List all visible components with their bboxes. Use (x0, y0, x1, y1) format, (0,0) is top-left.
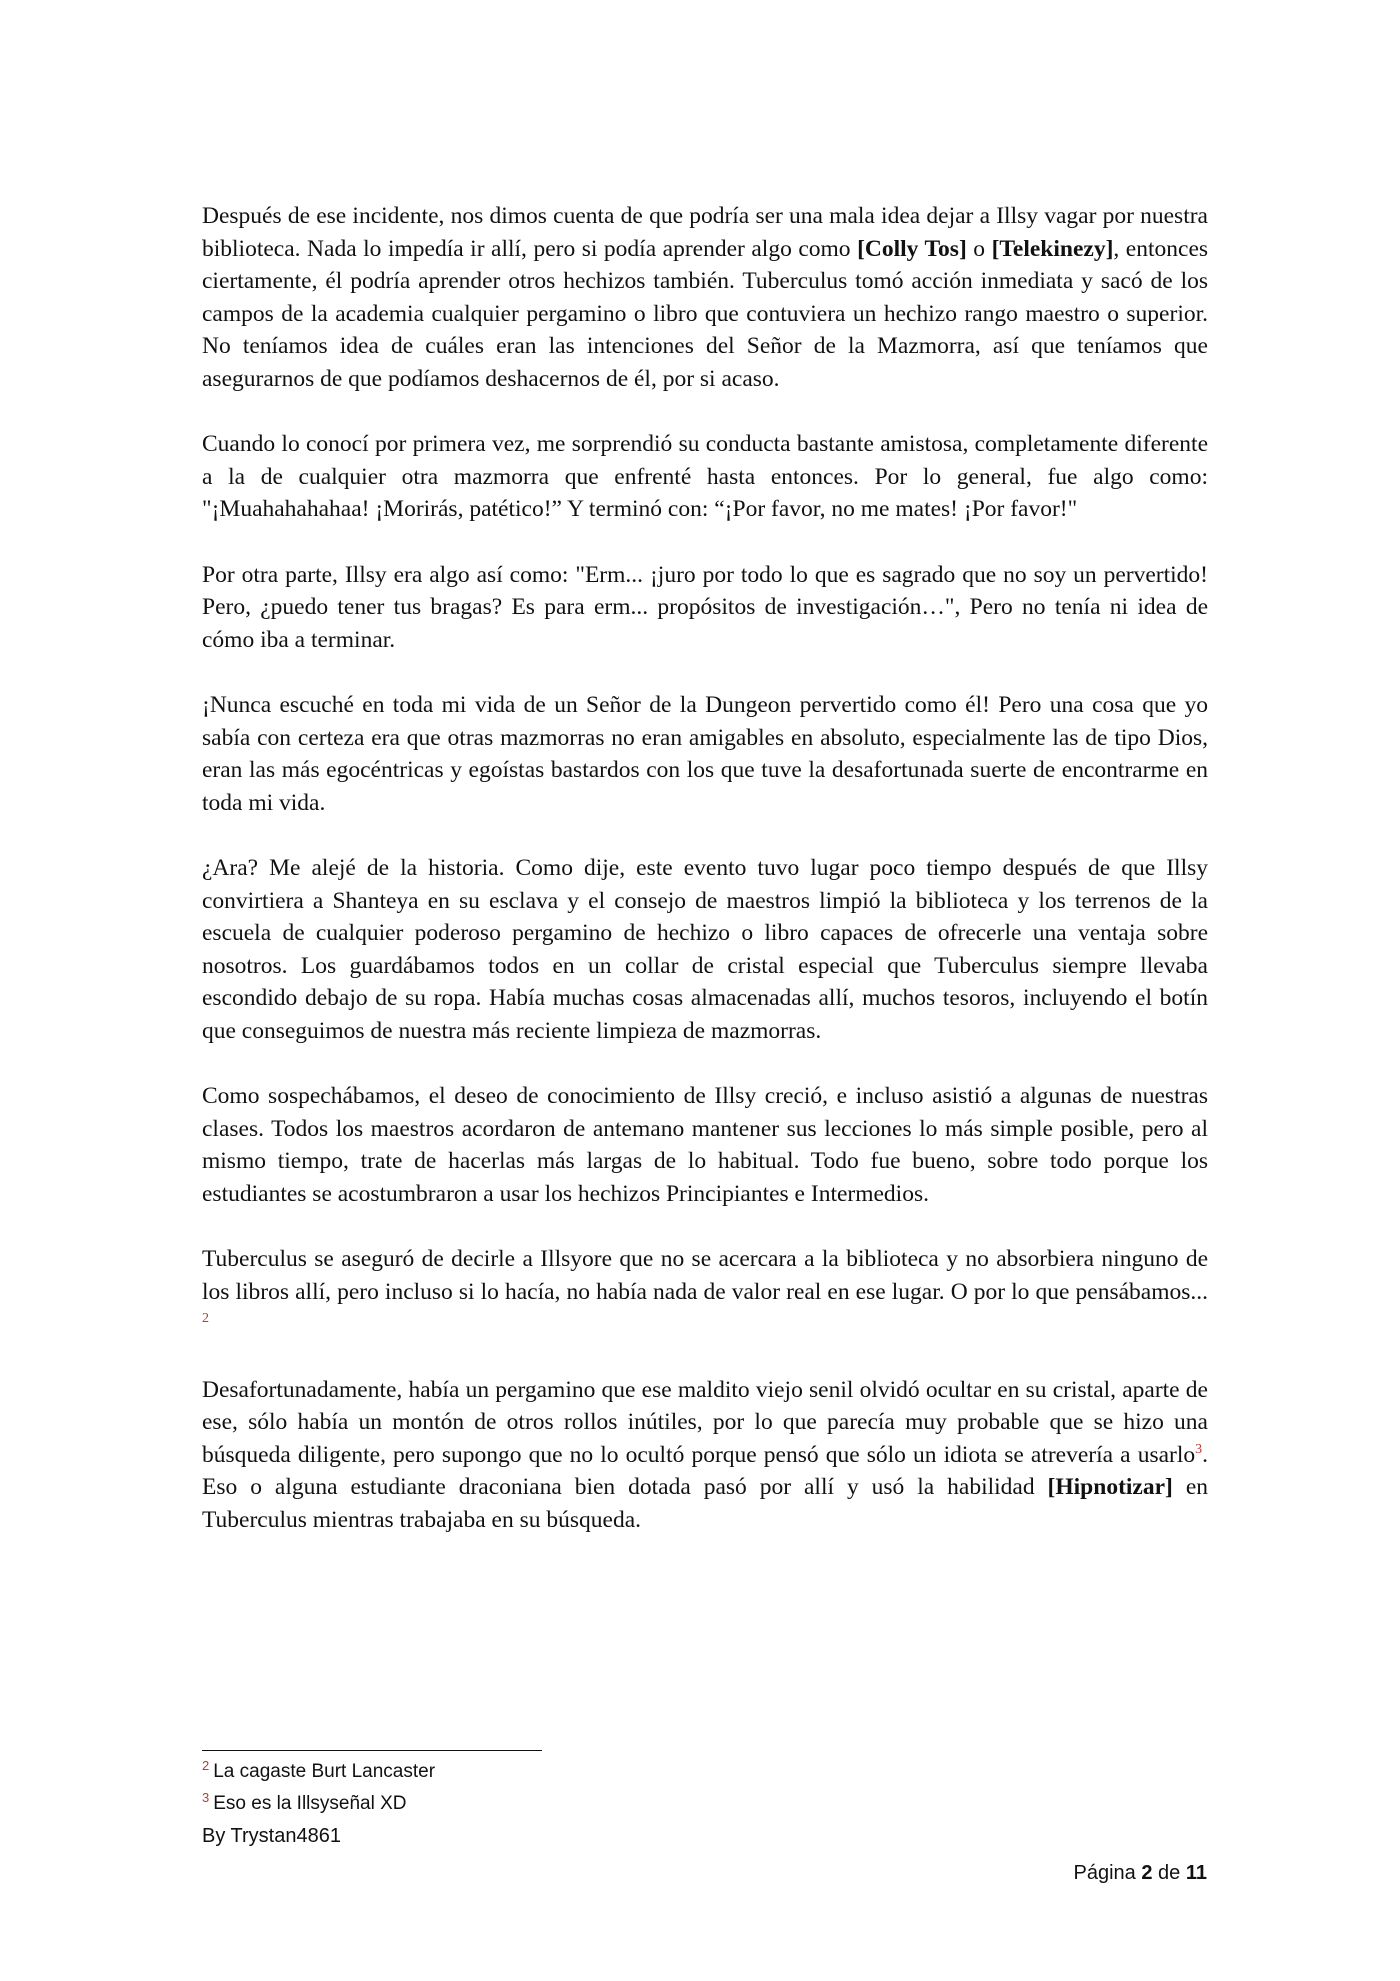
page-number-of: de (1158, 1862, 1181, 1884)
page-number (1074, 1862, 1208, 1885)
paragraph-7 (202, 1243, 1208, 1341)
paragraph-1-text-c: o (966, 235, 992, 262)
page-number-total: 11 (1185, 1862, 1207, 1884)
page-number-label: Página (1073, 1862, 1136, 1884)
paragraph-8-text-c: en Tuberculus mientras trabajaba en su búsqueda. (202, 1474, 1209, 1533)
paragraph-1-text-a: Después de ese incidente, nos dimos cuenta de que podría ser una mala idea dejar a Illsy vagar por nuestra biblioteca. Nada lo impedía ir allí, pero si podía aprender algo como (202, 203, 1208, 262)
spell-telekinezy: [Telekinezy] (991, 235, 1114, 262)
paragraph-2: Cuando lo conocí por primera vez, me sorprendió su conducta bastante amistosa, completamente diferente a la de cualquier otra mazmorra que enfrenté hasta entonces. Por lo general, fue algo como: "¡Muahahahahaa! ¡Morirás, patético!” Y terminó con: “¡Por favor, no me mates! ¡Por favor!" (202, 431, 1208, 522)
paragraph-8 (202, 1374, 1208, 1537)
paragraph-8-text-a: Desafortunadamente, había un pergamino que ese maldito viejo senil olvidó ocultar en su cristal, aparte de ese, sólo había un montón de otros rollos inútiles, por lo que parecía muy probable que se hizo una búsqueda diligente, pero supongo que no lo ocultó porque pensó que sólo un idiota se atrevería a usarlo (202, 1376, 1208, 1468)
footnote-3 (202, 1788, 435, 1820)
paragraph-6: Como sospechábamos, el deseo de conocimiento de Illsy creció, e incluso asistió a algunas de nuestras clases. Todos los maestros acordaron de antemano mantener sus lecciones lo más simple posible, pero al mismo tiempo, trate de hacerlas más largas de lo habitual. Todo fue bueno, sobre todo porque los estudiantes se acostumbraron a usar los hechizos Principiantes e Intermedios. (202, 1083, 1208, 1207)
footnote-ref-2[interactable]: 2 (202, 1311, 209, 1327)
footnote-text: Eso es la Illsyseñal XD (213, 1793, 407, 1814)
paragraph-7-text: Tuberculus se aseguró de decirle a Illsyore que no se acercara a la biblioteca y no absorbiera ninguno de los libros allí, pero incluso si lo hacía, no había nada de valor real en ese lugar. O por lo que pensábamos... (202, 1246, 1208, 1305)
footnote-divider (202, 1750, 542, 1751)
paragraph-1-text-d: , entonces ciertamente, él podría aprender otros hechizos también. Tuberculus tomó acción inmediata y sacó de los campos de la academia cualquier pergamino o libro que contuviera un hechizo rango maestro o superior. No teníamos idea de cuáles eran las intenciones del Señor de la Mazmorra, así que teníamos que asegurarnos de que podíamos deshacernos de él, por si acaso. (202, 235, 1209, 392)
footnotes (202, 1756, 435, 1852)
footnote-number: 2 (202, 1757, 210, 1773)
paragraph-4: ¡Nunca escuché en toda mi vida de un Señor de la Dungeon pervertido como él! Pero una cosa que yo sabía con certeza era que otras mazmorras no eran amigables en absoluto, especialmente las de tipo Dios, eran las más egocéntricas y egoístas bastardos con los que tuve la desafortunada suerte de encontrarme en toda mi vida. (202, 692, 1208, 816)
paragraph-3: Por otra parte, Illsy era algo así como: "Erm... ¡juro por todo lo que es sagrado que no soy un pervertido! Pero, ¿puedo tener tus bragas? Es para erm... propósitos de investigación…", Pero no tenía ni idea de cómo iba a terminar. (202, 561, 1208, 653)
paragraph-8-text-b: . Eso o alguna estudiante draconiana bien dotada pasó por allí y usó la habilidad (202, 1441, 1208, 1500)
body-text (202, 200, 1208, 1569)
footnote-ref-3[interactable]: 3 (1195, 1441, 1203, 1457)
paragraph-1 (202, 200, 1208, 395)
byline: By Trystan4861 (202, 1825, 341, 1847)
footnote-2 (202, 1756, 435, 1788)
skill-hipnotizar: [Hipnotizar] (1047, 1474, 1173, 1500)
footnote-text: La cagaste Burt Lancaster (213, 1761, 436, 1782)
footnote-number: 3 (202, 1789, 210, 1805)
page-number-current: 2 (1141, 1862, 1153, 1884)
spell-colly-tos: [Colly Tos] (857, 235, 967, 262)
paragraph-5: ¿Ara? Me alejé de la historia. Como dije, este evento tuvo lugar poco tiempo después de que Illsy convirtiera a Shanteya en su esclava y el consejo de maestros limpió la biblioteca y los terrenos de la escuela de cualquier poderoso pergamino de hechizo o libro capaces de ofrecerle una ventaja sobre nosotros. Los guardábamos todos en un collar de cristal especial que Tuberculus siempre llevaba escondido debajo de su ropa. Había muchas cosas almacenadas allí, muchos tesoros, incluyendo el botín que conseguimos de nuestra más reciente limpieza de mazmorras. (202, 855, 1208, 1044)
